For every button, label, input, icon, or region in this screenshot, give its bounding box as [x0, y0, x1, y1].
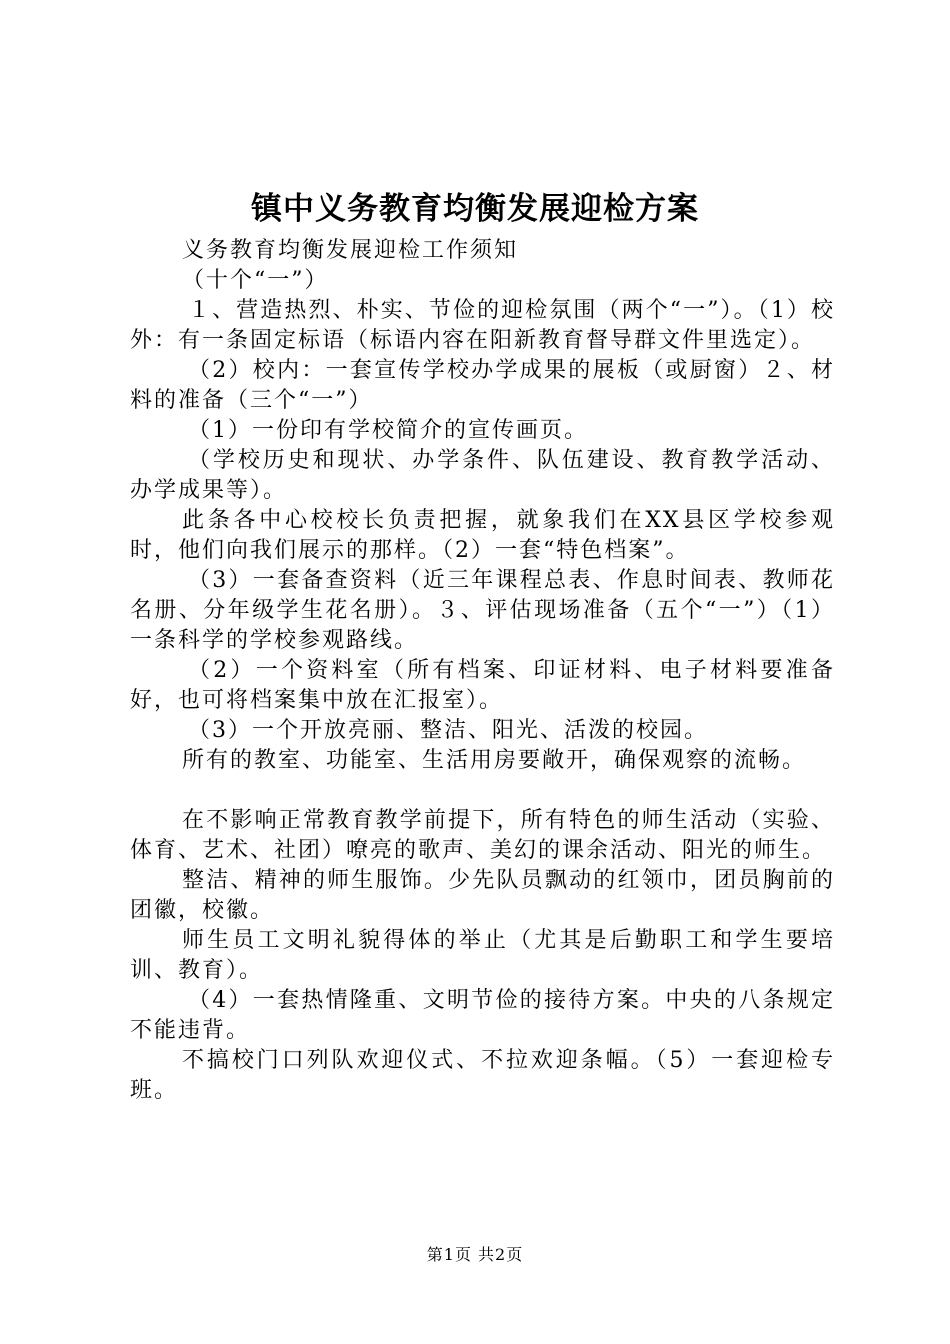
- paragraph-item: 师生员工文明礼貌得体的举止（尤其是后勤职工和学生要培训、教育）。: [130, 928, 835, 983]
- paragraph-spacer: [130, 776, 835, 806]
- paragraph-item: 此条各中心校校长负责把握，就象我们在XX县区学校参观时，他们向我们展示的那样。（2）一套“特色档案”。: [130, 508, 835, 563]
- paragraph-item: （2）一个资料室（所有档案、印证材料、电子材料要准备好，也可将档案集中放在汇报室）。: [130, 658, 835, 713]
- paragraph-item: （4）一套热情隆重、文明节俭的接待方案。中央的八条规定不能违背。: [130, 988, 835, 1043]
- paragraph-section-1: １、营造热烈、朴实、节俭的迎检氛围（两个“一”）。（1）校外：有一条固定标语（标语内容在阳新教育督导群文件里选定）。: [130, 298, 835, 353]
- document-title: 镇中义务教育均衡发展迎检方案: [251, 191, 699, 227]
- paragraph-item: （3）一个开放亮丽、整洁、阳光、活泼的校园。: [188, 718, 708, 743]
- paragraph-subheading: （十个“一”）: [182, 268, 329, 293]
- paragraph-item: （1）一份印有学校简介的宣传画页。: [188, 418, 588, 443]
- paragraph-item: 在不影响正常教育教学前提下，所有特色的师生活动（实验、体育、艺术、社团）嘹亮的歌声、美幻的课余活动、阳光的师生。: [130, 808, 835, 863]
- paragraph-item: 所有的教室、功能室、生活用房要敞开，确保观察的流畅。: [182, 748, 807, 773]
- paragraph-heading: 义务教育均衡发展迎检工作须知: [182, 238, 519, 263]
- paragraph-item: （3）一套备查资料（近三年课程总表、作息时间表、教师花名册、分年级学生花名册）。３、评估现场准备（五个“一”）（1）一条科学的学校参观路线。: [130, 568, 835, 653]
- paragraph-item: （学校历史和现状、办学条件、队伍建设、教育教学活动、办学成果等）。: [130, 448, 835, 503]
- paragraph-item: 不搞校门口列队欢迎仪式、不拉欢迎条幅。（5）一套迎检专班。: [130, 1048, 835, 1103]
- paragraph-item: （2）校内：一套宣传学校办学成果的展板（或厨窗）２、材料的准备（三个“一”）: [130, 358, 835, 413]
- paragraph-item: 整洁、精神的师生服饰。少先队员飘动的红领巾，团员胸前的团徽，校徽。: [130, 868, 835, 923]
- page-number: 第1页 共2页: [426, 1245, 524, 1264]
- document-body: [130, 236, 835, 1106]
